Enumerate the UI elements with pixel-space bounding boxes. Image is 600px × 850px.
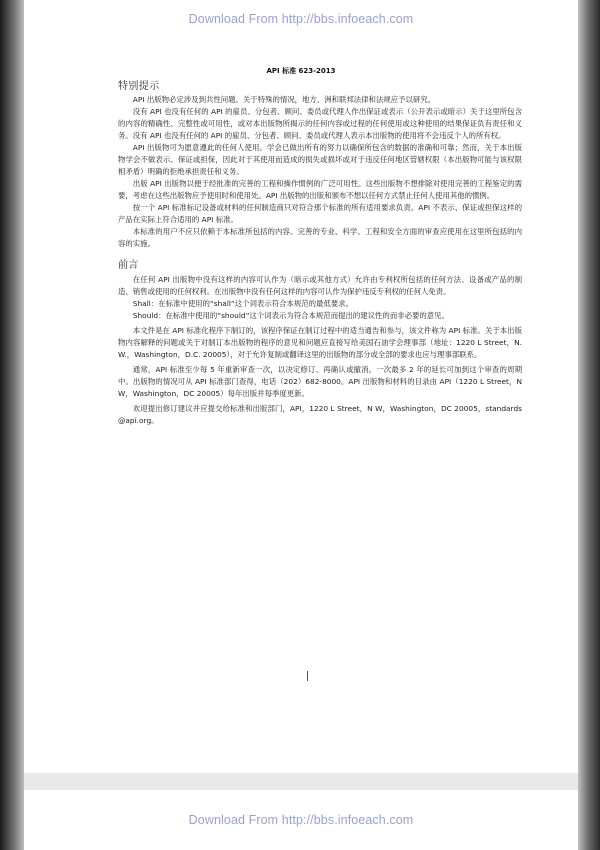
- watermark-bottom: Download From http://bbs.infoeach.com: [188, 813, 414, 827]
- special-notes-paragraph: API 出版物必定涉及到共性问题。关于特殊的情况，地方、洲和联邦法律和法规应予以研究。: [132, 95, 436, 104]
- scan-edge-right: [578, 0, 600, 850]
- preface-paragraph: 本文件是在 API 标准化程序下制订的，该程序保证在制订过程中的适当通告和参与，该文件称为 API 标准。关于本出版物内容解释的问题或关于对制订本出版物的程序的意见和问题应直接写给美国石油学会理事部（地址：1220 L Street，N.W.，Washington，D.C. 20005），对于允许复制或翻译这里的出版物的部分或全部的要求也应与理事部联系。: [118, 326, 522, 359]
- preface-paragraph: Shall：在标准中使用的“shall”这个词表示符合本规范的最低要求。: [132, 299, 354, 308]
- special-notes-paragraph: 出版 API 出版物以便于经批准的完善的工程和操作惯例的广泛可用性。这些出版物不想排除对使用完善的工程鉴定的需要，考虑在这些出版物应予使用时和使用处。API 出版物的出版和颁布不想以任何方式禁止任何人使用其他的惯例。: [118, 179, 522, 200]
- special-notes-paragraph: 本标准的用户不应只依赖于本标准所包括的内容。完善的专业、科学、工程和安全方面的审查应使用在这里所包括的内容的实施。: [118, 227, 522, 248]
- preface-paragraph: 欢迎提出修订建议并应提交给标准和出版部门，API，1220 L Street，N W，Washington，DC 20005，standards@api.org。: [118, 404, 522, 425]
- special-notes-paragraph: API 出版物可为愿意遵此的任何人使用。学会已做出所有的努力以确保所包含的数据的准确和可靠；然而，关于本出版物学会不做表示、保证或担保，因此对于其使用而造成的损失或损坏或对于违反任何地区管辖权限（本出版物可能与该权限相矛盾）明确的拒绝承担责任和义务。: [118, 143, 522, 176]
- scan-edge-left: [0, 0, 24, 850]
- pen-mark: [307, 671, 308, 681]
- preface-heading: 前言: [118, 260, 139, 271]
- page-content: [118, 80, 522, 427]
- special-notes-heading: 特别提示: [118, 81, 160, 92]
- preface-paragraph: 在任何 API 出版物中没有这样的内容可认作为（暗示或其他方式）允许由专利权所包括的任何方法、设备或产品的制造、销售或使用的任何权利。在出版物中没有任何这样的内容可认作为保护违反专利权的任何人免责。: [118, 275, 522, 296]
- special-notes-paragraph: 没有 API 也没有任何的 API 的雇员、分包者、顾问、委员或代理人作出保证或表示（公开表示或暗示）关于这里所包含的内容的精确性、完整性或可用性，或对本出版物所揭示的任何内容或过程的任何使用或这种使用的结果保证负有责任和义务。没有 API 也没有任何的 API 的雇员、分包者、顾问、委员或代理人表示本出版物的使用将不会违反个人的所有权。: [118, 107, 522, 140]
- running-header: API 标准 623-2013: [266, 67, 336, 75]
- preface-paragraph: Should：在标准中使用的“should”这个词表示为符合本规范而提出的建议性的而非必要的意见。: [132, 311, 449, 320]
- preface-paragraph: 通常，API 标准至少每 5 年重新审查一次，以决定修订、再确认或撤消。一次最多 2 年的延长可加到这个审查的周期中。出版物的情况可从 API 标准部门查得，电话（202）682-8000。API 出版物和材料的目录由 API（1220 L Street，N W，Washington，DC 20005）每年出版并每季度更新。: [118, 365, 522, 398]
- watermark-top: Download From http://bbs.infoeach.com: [188, 12, 414, 26]
- special-notes-paragraph: 按一个 API 标准标记设备或材料的任何制造商只对符合那个标准的所有适用要求负责。API 不表示、保证或担保这样的产品在实际上符合适用的 API 标准。: [118, 203, 522, 224]
